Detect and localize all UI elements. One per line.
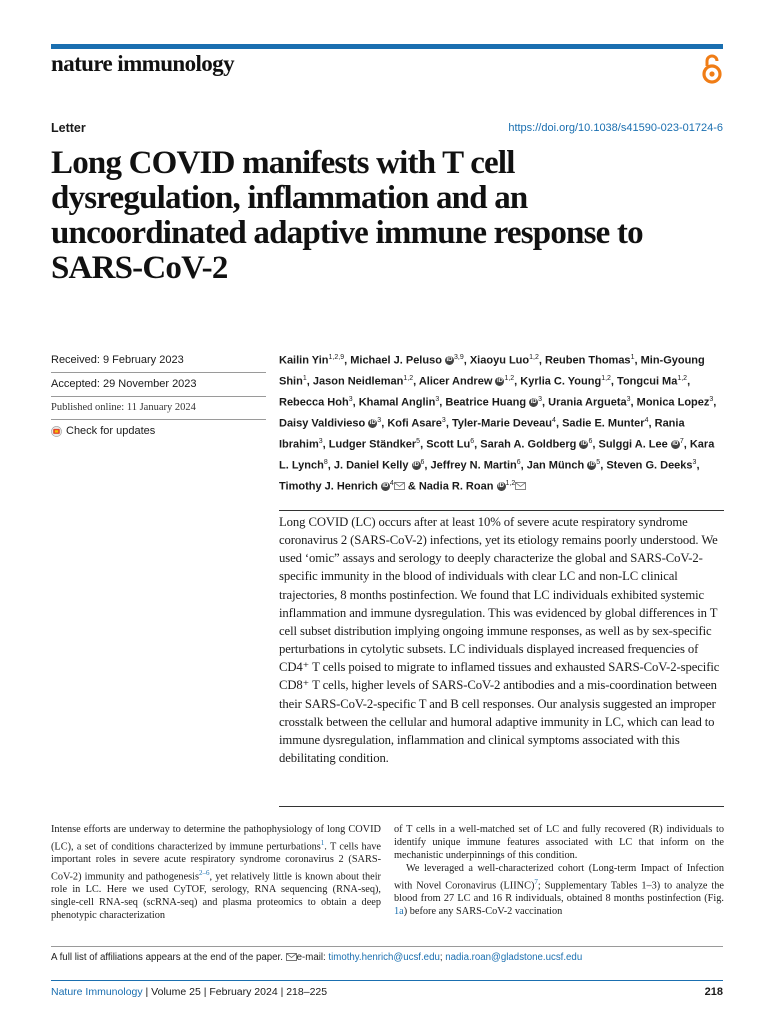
author-affiliation: 4 xyxy=(644,416,649,424)
author-name: Khamal Anglin xyxy=(358,396,436,409)
orcid-icon[interactable]: iD xyxy=(446,357,453,364)
author-affiliation: 8 xyxy=(323,458,328,466)
author-name: Sarah A. Goldberg xyxy=(480,438,577,451)
author-affiliation: 6 xyxy=(470,437,475,445)
abstract-top-rule xyxy=(279,510,724,511)
open-access-icon xyxy=(700,52,724,86)
author-affiliation: 1,2 xyxy=(677,374,688,382)
orcid-icon[interactable]: iD xyxy=(496,378,503,385)
body-paragraph: of T cells in a well-matched set of LC and fully recovered (R) individuals to identify unique immune features associated with LC that inform on the mechanistic underpinnings of this condition. xyxy=(394,824,724,861)
author-name: Kofi Asare xyxy=(387,417,442,430)
published-date: Published online: 11 January 2024 xyxy=(51,397,266,420)
author-name: Tyler-Marie Deveau xyxy=(451,417,553,430)
author-name: Jeffrey N. Martin xyxy=(430,459,517,472)
author-name: Monica Lopez xyxy=(636,396,710,409)
author-name: Xiaoyu Luo xyxy=(469,354,530,367)
received-date: Received: 9 February 2023 xyxy=(51,349,266,373)
citation-ref[interactable]: 2–6 xyxy=(199,869,210,878)
footer-details: | Volume 25 | February 2024 | 218–225 xyxy=(142,986,328,998)
author-name: Sadie E. Munter xyxy=(562,417,645,430)
header-rule xyxy=(51,44,723,49)
author-affiliation: 1,2 xyxy=(601,374,611,382)
body-text: Intense efforts are underway to determine the pathophysiology of long COVID (LC), a set of conditions characterized by immune perturbations xyxy=(51,824,381,853)
author-name: Kara L. Lynch xyxy=(279,438,715,472)
author-affiliation: 3 xyxy=(709,395,714,403)
author-affiliation: 4 xyxy=(552,416,556,424)
author-affiliation: 3 xyxy=(441,416,446,424)
author-name: Beatrice Huang xyxy=(445,396,527,409)
accepted-date: Accepted: 29 November 2023 xyxy=(51,373,266,397)
author-affiliation: 1 xyxy=(302,374,307,382)
author-name: Steven G. Deeks xyxy=(606,459,693,472)
email-link[interactable]: nadia.roan@gladstone.ucsf.edu xyxy=(445,952,583,963)
author-name: Min-Gyoung Shin xyxy=(279,354,705,388)
article-title: Long COVID manifests with T cell dysregulation, inflammation and an uncoordinated adaptive immune response to SARS-CoV-2 xyxy=(51,145,643,286)
footer-journal: Nature Immunology xyxy=(51,986,143,998)
author-name: Urania Argueta xyxy=(548,396,627,409)
author-name: J. Daniel Kelly xyxy=(333,459,409,472)
orcid-icon[interactable]: iD xyxy=(498,482,504,489)
author-name: Kyrlia C. Young xyxy=(520,375,602,388)
check-updates-button[interactable] xyxy=(51,420,266,443)
footnote-rule xyxy=(51,946,723,947)
author-affiliation: 3,9 xyxy=(453,354,464,361)
author-affiliation: 3 xyxy=(318,437,323,445)
footnote-text: A full list of affiliations appears at the end of the paper. xyxy=(51,952,283,963)
citation-ref[interactable]: 7 xyxy=(534,877,538,886)
author-affiliation: 3 xyxy=(377,416,382,424)
citation-ref[interactable]: 1 xyxy=(320,838,325,847)
author-affiliation: 3 xyxy=(538,395,543,403)
author-name: Kailin Yin xyxy=(279,354,329,367)
author-name: Ludger Ständker xyxy=(328,438,417,451)
author-name: Timothy J. Henrich xyxy=(279,480,378,493)
author-affiliation: 6 xyxy=(420,458,425,466)
author-affiliation: 6 xyxy=(516,458,521,466)
orcid-icon[interactable]: iD xyxy=(530,399,537,406)
author-affiliation: 1,2 xyxy=(529,354,539,361)
orcid-icon[interactable]: iD xyxy=(588,462,595,469)
article-dates xyxy=(51,349,266,443)
author-affiliation: 1 xyxy=(630,354,635,361)
doi-link[interactable]: https://doi.org/10.1038/s41590-023-01724-6 xyxy=(508,122,723,134)
author-affiliation: 1,2 xyxy=(504,374,515,382)
mail-icon xyxy=(286,953,297,961)
email-separator: ; xyxy=(439,952,443,963)
body-column-1 xyxy=(51,824,381,923)
author-name: Jason Neidleman xyxy=(312,375,404,388)
author-name: Nadia R. Roan xyxy=(418,480,494,493)
email-link[interactable]: timothy.henrich@ucsf.edu xyxy=(328,952,440,963)
author-name: Alicer Andrew xyxy=(418,375,493,388)
author-affiliation: 3 xyxy=(348,395,353,403)
affiliation-footnote xyxy=(51,952,723,963)
author-name: Rebecca Hoh xyxy=(279,396,349,409)
author-name: Michael J. Peluso xyxy=(350,354,442,367)
author-name: Scott Lu xyxy=(426,438,471,451)
body-text: ; Supplementary Tables 1–3) to analyze the blood from 27 LC and 16 R individuals, obtained 8 months postinfection (Fig. xyxy=(394,880,724,904)
author-affiliation: 5 xyxy=(416,437,421,445)
author-affiliation: 6 xyxy=(588,437,593,445)
mail-icon[interactable] xyxy=(394,482,405,490)
orcid-icon[interactable]: iD xyxy=(413,462,420,469)
journal-name: nature immunology xyxy=(51,51,234,76)
orcid-icon[interactable]: iD xyxy=(580,441,587,448)
body-text: , yet relatively little is known about their role in LC. Here we used CyTOF, serology, RNA sequencing (RNA-seq), single-cell RNA-seq (scRNA-seq) and plasma proteomics to obtain a deep phenotypic characterization xyxy=(51,871,381,922)
author-affiliation: 5 xyxy=(596,458,601,466)
author-affiliation: 3 xyxy=(626,395,631,403)
page-number: 218 xyxy=(704,986,723,998)
abstract-bottom-rule xyxy=(279,806,724,807)
author-affiliation: 1,2 xyxy=(505,479,516,487)
orcid-icon[interactable]: iD xyxy=(672,441,679,448)
email-label: e-mail: xyxy=(296,952,326,963)
author-affiliation: 1,2,9 xyxy=(328,354,345,361)
body-text: ) before any SARS-CoV-2 vaccination xyxy=(403,905,563,917)
journal-citation xyxy=(51,986,327,998)
author-name: Tongcui Ma xyxy=(617,375,678,388)
author-name: Daisy Valdivieso xyxy=(279,417,366,430)
orcid-icon[interactable]: iD xyxy=(369,420,376,427)
author-name: Jan Münch xyxy=(526,459,585,472)
body-text: . T cells have important roles in severe acute respiratory syndrome coronavirus 2 (SARS-CoV-2) immunity and pathogenesis xyxy=(51,841,381,883)
body-text: We leveraged a well-characterized cohort (Long-term Impact of Infection with Novel Coronavirus (LIINC) xyxy=(394,862,724,892)
author-list: Kailin Yin$^{1,2,9}$, Michael J. Peluso iD $^{3,9}$, Xiaoyu Luo$^{1,2}$, Reuben Thomas$^1$, Min-Gyoung Shin$^1$, Jason Neidleman$^{1,2}$, Alicer Andrew iD $^{1,2}$, Kyrlia C. Young$^{1,2}$, Tongcui Ma$^{1,2}$, Rebecca Hoh$^3$, Khamal Anglin$^3$, Beatrice Huang iD $^3$, Urania Argueta$^3$, Monica Lopez$^3$, Daisy Valdivieso iD $^3$, Kofi Asare$^3$, Tyler-Marie Deveau$^4$, Sadie E. Munter$^4$, Rania Ibrahim$^3$, Ludger Ständker$^5$, Scott Lu$^6$, Sarah A. Goldberg iD $^6$, Sulggi A. Lee iD $^7$, Kara L. Lynch$^8$, J. Daniel Kelly iD $^6$, Jeffrey N. Martin$^6$, Jan Münch iD $^5$, Steven G. Deeks$^3$, Timothy J. Henrich iD $^4$ & Nadia R. Roan iD $^{1,2}$ xyxy=(279,354,717,493)
check-updates-label: Check for updates xyxy=(66,425,156,437)
author-affiliation: 3 xyxy=(692,458,697,466)
author-affiliation: 4 xyxy=(389,479,394,487)
author-name: Rania Ibrahim xyxy=(279,417,685,451)
author-affiliation: 7 xyxy=(679,437,684,445)
author-name: Reuben Thomas xyxy=(544,354,631,367)
footer-rule xyxy=(51,980,723,981)
author-affiliation: 3 xyxy=(435,395,440,403)
mail-icon[interactable] xyxy=(515,482,526,490)
check-updates-icon xyxy=(51,426,62,437)
body-column-2 xyxy=(394,824,724,919)
article-type: Letter xyxy=(51,121,86,135)
author-affiliation: 1,2 xyxy=(403,374,414,382)
abstract: Long COVID (LC) occurs after at least 10% of severe acute respiratory syndrome coronavirus 2 (SARS-CoV-2) infections, yet its etiology remains poorly understood. We used ‘omic” assays and serology to deeply characterize the global and SARS-CoV-2-specific immunity in the blood of individuals with clear LC and non-LC clinical trajectories, 8 months postinfection. We found that LC individuals exhibited systemic inflammation and immune dysregulation. This was evidenced by global differences in T cell subset distribution implying ongoing immune responses, as well as by sex-specific perturbations in cytolytic subsets. LC individuals displayed increased frequencies of CD4⁺ T cells poised to migrate to inflamed tissues and exhausted SARS-CoV-2-specific CD8⁺ T cells, higher levels of SARS-CoV-2 antibodies and a mis-coordination between their SARS-CoV-2-specific T and B cell responses. Our analysis suggested an improper crosstalk between the cellular and humoral adaptive immunity in LC, which can lead to immune dysregulation, inflammation and clinical symptoms associated with this debilitating condition. xyxy=(279,515,720,766)
author-name: Sulggi A. Lee xyxy=(598,438,668,451)
figure-ref[interactable]: 1a xyxy=(394,905,404,917)
orcid-icon[interactable]: iD xyxy=(382,482,389,489)
